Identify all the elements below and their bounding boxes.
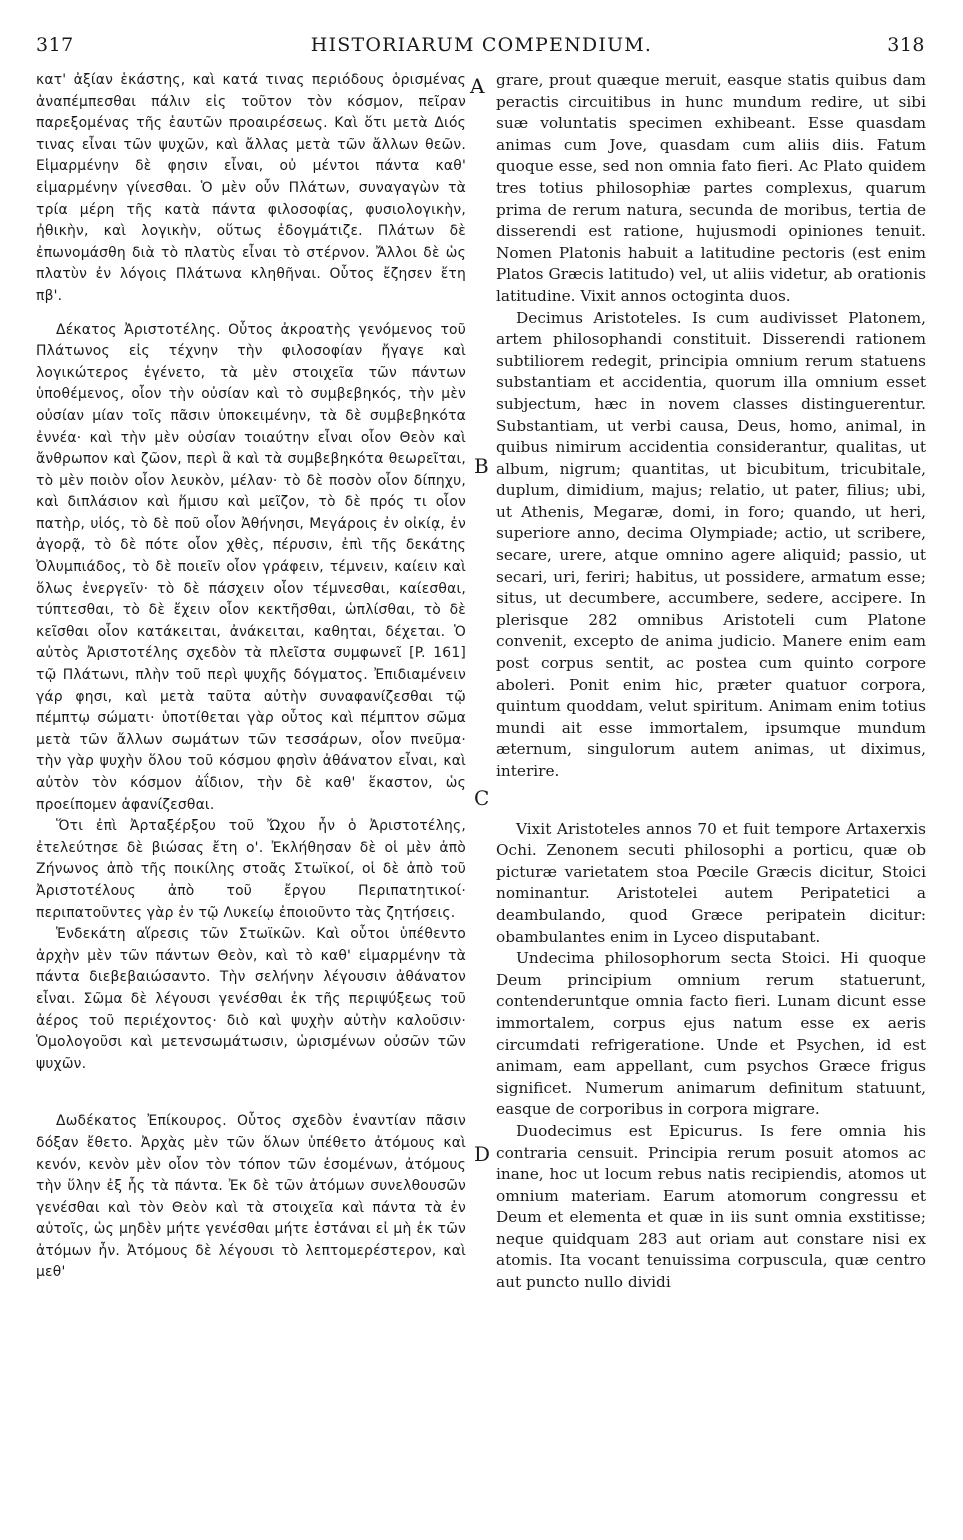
page-number-right: 318 xyxy=(887,34,925,56)
margin-letter-c: C xyxy=(474,786,490,810)
latin-paragraph-aristotle: Decimus Aristoteles. Is cum audivisset Platonem, artem philosophandi constituit. Disserendi rationem subtiliorem redegit, principia omnium rerum statuens substantiam et accidentia, quorum illa omnium esset subjectum, hæc in novem classes distinguerentur. Substantiam, ut verbi causa, Deus, homo, animal, in quibus nimirum accidentia considerantur, qualitas, ut album, nigrum; quantitas, ut bicubitum, tricubitale, duplum, dimidium, majus; relatio, ut pater, filius; ubi, ut Athenis, Megaræ, domi, in foro; quando, ut heri, superiore anno, decima Olympiade; actio, ut scribere, secare, urere, atque omnino agere aliquid; passio, ut secari, uri, feriri; habitus, ut possidere, armatum esse; situs, ut decumbere, accumbere, sedere, accipere. In plerisque 282 omnibus Aristoteli cum Platone convenit, excepto de anima judicio. Manere enim eam post corpus sentit, ac postea cum quinto corpore aboleri. Ponit enim hic, præter quatuor corpora, quintum quoddam, velut spiritum. Animam enim totius mundi ait esse immortalem, ipsumque mundum æternum, singulorum autem animas, ut diximus, interire. xyxy=(496,308,926,780)
margin-letter-d: D xyxy=(474,1142,491,1166)
greek-paragraph-stoics: Ἑνδεκάτη αἵρεσις τῶν Στωϊκῶν. Καὶ οὗτοι ὑπέθεντο ἀρχὴν μὲν τῶν πάντων Θεὸν, καὶ τὸ καθ' εἱμαρμένην τὰ πάντα διεβεβαιώσαντο. Τὴν σελήνην λέγουσιν ἀθάνατον εἶναι. Σῶμα δὲ λέγουσι γενέσθαι ἐκ τῆς περιψύξεως τοῦ ἀέρος τοῦ περιέχοντος· διὸ καὶ ψυχὴν αὐτὴν καλοῦσιν· Ὁμολογοῦσι καὶ μετενσωμάτωσιν, ὡρισμένων οὐσῶν τῶν ψυχῶν. xyxy=(36,926,466,1072)
greek-paragraph-plato: κατ' ἀξίαν ἑκάστης, καὶ κατά τινας περιόδους ὁρισμένας ἀναπέμπεσθαι πάλιν εἰς τοῦτον τὸν κόσμον, πεῖραν παρεξομένας τῆς ἑαυτῶν προαιρέσεως. Καὶ ὅτι μετὰ Διός τινας εἶναι τῶν ψυχῶν, καὶ ἄλλας μετὰ τῶν ἄλλων θεῶν. Εἱμαρμένην δὲ φησιν εἶναι, οὐ μέντοι πάντα καθ' εἱμαρμένην γίνεσθαι. Ὁ μὲν οὖν Πλάτων, συναγαγὼν τὰ τρία μέρη τῆς κατὰ πάντα φιλοσοφίας, φυσιολογικὴν, ἠθικὴν, καὶ λογικὴν, οὕτως ἐδογμάτιζε. Πλάτων δὲ ἐπωνομάσθη διὰ τὸ πλατὺς εἶναι τὸ στέρνον. Ἄλλοι δὲ ὡς πλατὺν ἐν λόγοις Πλάτωνα κληθῆναι. Οὗτος ἔζησεν ἔτη πβ'. xyxy=(36,72,466,304)
margin-letter-a: A xyxy=(470,74,485,98)
greek-column xyxy=(36,70,466,1520)
running-header xyxy=(0,0,963,60)
latin-paragraph-epicurus: Duodecimus est Epicurus. Is fere omnia his contraria censuit. Principia rerum posuit atomos ac inane, hoc ut locum rebus natis recipiendis, atomos ut omnium materiam. Earum atomorum congressu et Deum et elementa et quæ in iis sunt omnia exstitisse; neque quidquam 283 aut oriam aut constare nisi ex atomis. Ita vocant tenuissima corpuscula, quæ centro aut puncto nullo dividi xyxy=(496,1121,926,1292)
running-title: HISTORIARUM COMPENDIUM. xyxy=(310,34,653,56)
greek-paragraph-epicurus: Δωδέκατος Ἐπίκουρος. Οὗτος σχεδὸν ἐναντίαν πᾶσιν δόξαν ἔθετο. Ἀρχὰς μὲν τῶν ὅλων ὑπέθετο ἀτόμους καὶ κενόν, κενὸν μὲν οἷον τὸν τόπον τῶν ἐσομένων, ἀτόμους τὴν ὕλην ἐξ ἧς τὰ πάντα. Ἐκ δὲ τῶν ἀτόμων συνελθουσῶν γενέσθαι καὶ τὸν Θεὸν καὶ τὰ στοιχεῖα καὶ πάντα τὰ ἐν αὐτοῖς, ὡς μηδὲν μήτε γενέσθαι μήτε ἑστάναι εἰ μὴ ἐκ τῶν ἀτόμων ἦν. Ἀτόμους δὲ λέγουσι τὸ λεπτομερέστερον, καὶ μεθ' xyxy=(36,1113,466,1281)
margin-letter-b: B xyxy=(474,454,489,478)
latin-paragraph-stoics: Undecima philosophorum secta Stoici. Hi quoque Deum principium omnium rerum statuerunt, contenderuntque omnia facto fieri. Lunam dicunt esse immortalem, corpus ejus natum esse ex aeris circumdati refrigeratione. Unde et Psychen, id est animam, eam appellant, cum psychos Græce frigus significet. Numerum animarum definitum statuunt, easque de corporibus in corpora migrare. xyxy=(496,949,926,1119)
page-number-left: 317 xyxy=(36,34,74,56)
greek-paragraph-aristotle: Δέκατος Ἀριστοτέλης. Οὗτος ἀκροατὴς γενόμενος τοῦ Πλάτωνος εἰς τέχνην τὴν φιλοσοφίαν ἤγαγε καὶ λογικώτερος ἐγένετο, τὰ μὲν στοιχεῖα τῶν πάντων ὑποθέμενος, οἷον τὴν οὐσίαν καὶ τὸ συμβεβηκός, τὴν μὲν οὐσίαν μίαν τοῖς πᾶσιν ὑποκειμένην, τὰ δὲ συμβεβηκότα ἐννέα· καὶ τὴν μὲν οὐσίαν τοιαύτην εἶναι οἷον Θεὸν καὶ ἄνθρωπον καὶ ζῶον, περὶ ἃ καὶ τὰ συμβεβηκότα θεωρεῖται, τὸ μὲν ποιὸν οἷον λευκὸν, μέλαν· τὸ δὲ ποσὸν οἷον δίπηχυ, καὶ διπλάσιον καὶ ἥμισυ καὶ μεῖζον, τὸ δὲ πρός τι οἷον πατὴρ, υἱός, τὸ δὲ ποῦ οἷον Ἀθήνησι, Μεγάροις ἐν οἰκίᾳ, ἐν ἀγορᾷ, τὸ δὲ πότε οἷον χθὲς, πέρυσιν, ἐπὶ τῆς δεκάτης Ὀλυμπιάδος, τὸ δὲ ποιεῖν οἷον γράφειν, τέμνειν, καίειν καὶ ὅλως ἐνεργεῖν· τὸ δὲ πάσχειν οἷον τέμνεσθαι, καίεσθαι, τύπτεσθαι, τὸ δὲ ἔχειν οἷον κεκτῆσθαι, ὡπλίσθαι, τὸ δὲ κεῖσθαι οἷον κατάκειται, ἀνάκειται, καθηται, δέχεται. Ὁ αὐτὸς Ἀριστοτέλης σχεδὸν τὰ πλεῖστα συμφωνεῖ [P. 161] τῷ Πλάτωνι, πλὴν τοῦ περὶ ψυχῆς δόγματος. Ἐπιδιαμένειν γάρ φησι, καὶ μετὰ ταῦτα αὐτὴν συναφανίζεσθαι τῷ πέμπτῳ σώματι· ὑποτίθεται γὰρ οὗτος καὶ πέμπτον σῶμα μετὰ τῶν ἄλλων σωμάτων τῶν τεσσάρων, οἷον πνεῦμα· τὴν γὰρ ψυχὴν ὅλου τοῦ κόσμου φησὶν ἀθάνατον εἶναι, καὶ αὐτὸν τὸν κόσμον ἀΐδιον, τὴν δὲ καθ' ἕκαστον, ὡς προείπομεν ἀφανίζεσθαι. xyxy=(36,321,466,813)
latin-column xyxy=(496,70,926,1520)
latin-paragraph-artaxerxes: Vixit Aristoteles annos 70 et fuit tempore Artaxerxis Ochi. Zenonem secuti philosophi a porticu, quæ ob picturæ varietatem stoa Pœcile Græcis dicitur, Stoici nominantur. Aristotelei autem Peripatetici a deambulando, quod Græce peripatein dicitur: obambulantes enim in Lyceo disputabant. xyxy=(496,819,926,946)
latin-paragraph-plato: grare, prout quæque meruit, easque statis quibus dam peractis circuitibus in hunc mundum redire, ut sibi suæ voluntatis specimen exhibeant. Esse quasdam animas cum Jove, quasdam cum aliis diis. Fatum quoque esse, sed non omnia fato fieri. Ac Plato quidem tres totius philosophiæ partes complexus, quarum prima de rerum natura, secunda de moribus, tertia de disserendi est ratione, hujusmodi opiniones tenuit. Nomen Platonis habuit a latitudine pectoris (est enim Platos Græcis latitudo) vel, ut aliis videtur, ab orationis latitudine. Vixit annos octoginta duos. xyxy=(496,71,926,305)
greek-paragraph-artaxerxes: Ὅτι ἐπὶ Ἀρταξέρξου τοῦ Ὤχου ἦν ὁ Ἀριστοτέλης, ἐτελεύτησε δὲ βιώσας ἔτη ο'. Ἐκλήθησαν δὲ οἱ μὲν ἀπὸ Ζήνωνος ἀπὸ τῆς ποικίλης στοᾶς Στωϊκοί, οἱ δὲ ἀπὸ τοῦ Ἀριστοτέλους ἀπὸ τοῦ ἔργου Περιπατητικοί· περιπατοῦντες γὰρ ἐν τῷ Λυκείῳ ἐποιοῦντο τὰς ζητήσεις. xyxy=(36,818,466,921)
